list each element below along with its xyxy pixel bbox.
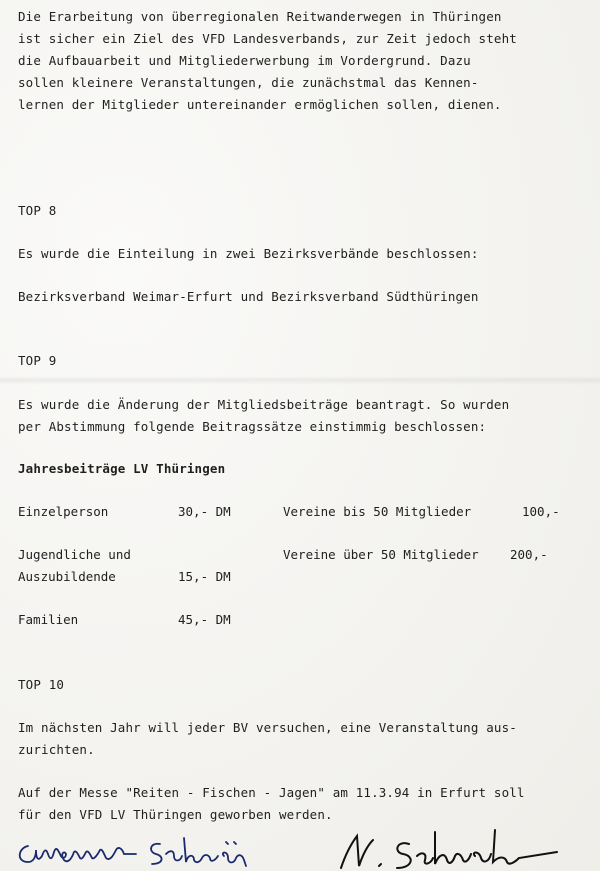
top9-text: Es wurde die Änderung der Mitgliedsbeiträge beantragt. So wurden xyxy=(18,397,510,412)
fee-label: Jugendliche und xyxy=(18,547,131,562)
signature-right xyxy=(335,826,565,871)
club-fee-value: 100,- xyxy=(522,504,560,519)
paragraph-line: die Aufbauarbeit und Mitgliederwerbung im Vordergrund. Dazu xyxy=(18,53,471,68)
fee-label: Familien xyxy=(18,612,79,627)
top10-text: für den VFD LV Thüringen geworben werden. xyxy=(18,807,333,822)
top9-text: per Abstimmung folgende Beitragssätze einstimmig beschlossen: xyxy=(18,419,487,434)
top8-text: Es wurde die Einteilung in zwei Bezirksverbände beschlossen: xyxy=(18,246,479,261)
fee-value: 15,- DM xyxy=(178,569,231,584)
paragraph-line: sollen kleinere Veranstaltungen, die zunächstmal das Kennen- xyxy=(18,75,479,90)
top10-text: Auf der Messe "Reiten - Fischen - Jagen" am 11.3.94 in Erfurt soll xyxy=(18,785,525,800)
fee-label: Einzelperson xyxy=(18,504,109,519)
club-fee-value: 200,- xyxy=(510,547,548,562)
fee-label: Auszubildende xyxy=(18,569,116,584)
club-fee-label: Vereine über 50 Mitglieder xyxy=(283,547,479,562)
paragraph-line: Die Erarbeitung von überregionalen Reitwanderwegen in Thüringen xyxy=(18,9,502,24)
paragraph-line: ist sicher ein Ziel des VFD Landesverbands, zur Zeit jedoch steht xyxy=(18,31,517,46)
paragraph-line: lernen der Mitglieder untereinander ermöglichen sollen, dienen. xyxy=(18,97,502,112)
top10-text: zurichten. xyxy=(18,742,95,757)
top9-heading: TOP 9 xyxy=(18,353,57,368)
top10-text: Im nächsten Jahr will jeder BV versuchen, eine Veranstaltung aus- xyxy=(18,720,517,735)
signature-left xyxy=(14,832,264,870)
club-fee-label: Vereine bis 50 Mitglieder xyxy=(283,504,472,519)
top8-text: Bezirksverband Weimar-Erfurt und Bezirksverband Südthüringen xyxy=(18,289,479,304)
top10-heading: TOP 10 xyxy=(18,677,65,692)
fee-value: 30,- DM xyxy=(178,504,231,519)
fees-table-title: Jahresbeiträge LV Thüringen xyxy=(18,461,226,476)
top8-heading: TOP 8 xyxy=(18,203,57,218)
fee-value: 45,- DM xyxy=(178,612,231,627)
